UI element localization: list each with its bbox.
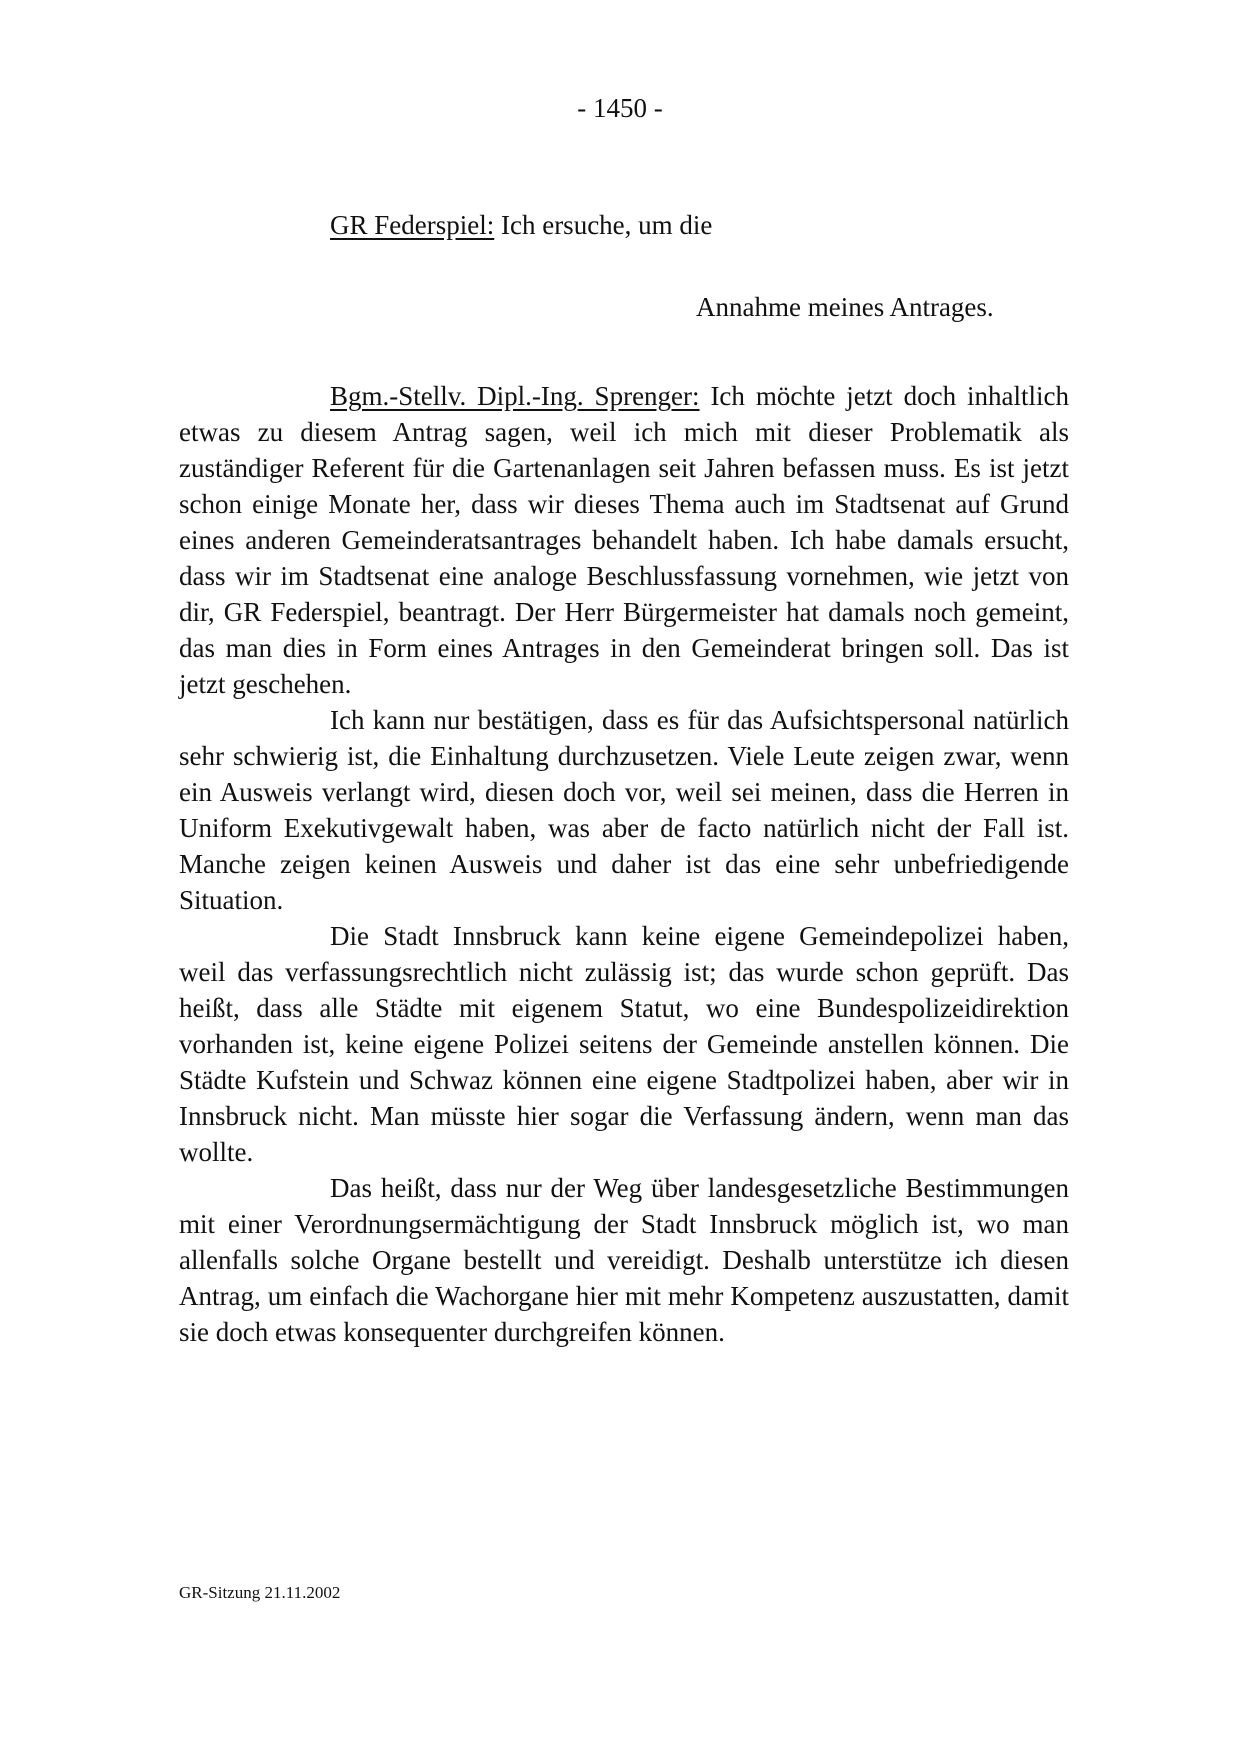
- statement-federspiel-continuation: Annahme meines Antrages.: [696, 292, 994, 322]
- speaker-sprenger: Bgm.-Stellv. Dipl.-Ing. Sprenger:: [330, 381, 700, 411]
- paragraph-text: Ich möchte jetzt doch inhaltlich etwas zu diesem Antrag sagen, weil ich mich mit dieser Problematik als zuständiger Referent für die Gartenanlagen seit Jahren befassen muss. Es ist jetzt schon einige Monate her, dass wir dieses Thema auch im Stadtsenat auf Grund eines anderen Gemeinderatsantrages behandelt haben. Ich habe damals ersucht, dass wir im Stadtsenat eine analoge Beschlussfassung vornehmen, wie jetzt von dir, GR Federspiel, beantragt. Der Herr Bürgermeister hat damals noch gemeint, das man dies in Form eines Antrages in den Gemeinderat bringen soll. Das ist jetzt geschehen.: [179, 381, 1069, 699]
- speaker-federspiel: GR Federspiel:: [330, 210, 495, 240]
- statement-sprenger: [179, 378, 1069, 1350]
- statement-federspiel-text: Ich ersuche, um die: [494, 210, 713, 240]
- page-number: - 1450 -: [577, 93, 663, 123]
- footer: GR-Sitzung 21.11.2002: [179, 1583, 341, 1602]
- paragraph: [179, 378, 1069, 702]
- paragraph: Das heißt, dass nur der Weg über landesgesetzliche Bestimmungen mit einer Verordnungsermächtigung der Stadt Innsbruck möglich ist, wo man allenfalls solche Organe bestellt und vereidigt. Deshalb unterstütze ich diesen Antrag, um einfach die Wachorgane hier mit mehr Kompetenz auszustatten, damit sie doch etwas konsequenter durchgreifen können.: [179, 1173, 1069, 1347]
- statement-federspiel: [330, 210, 712, 241]
- paragraph: Die Stadt Innsbruck kann keine eigene Gemeindepolizei haben, weil das verfassungsrechtlich nicht zulässig ist; das wurde schon geprüft. Das heißt, dass alle Städte mit eigenem Statut, wo eine Bundespolizeidirektion vorhanden ist, keine eigene Polizei seitens der Gemeinde anstellen können. Die Städte Kufstein und Schwaz können eine eigene Stadtpolizei haben, aber wir in Innsbruck nicht. Man müsste hier sogar die Verfassung ändern, wenn man das wollte.: [179, 921, 1069, 1167]
- paragraph: Ich kann nur bestätigen, dass es für das Aufsichtspersonal natürlich sehr schwierig ist, die Einhaltung durchzusetzen. Viele Leute zeigen zwar, wenn ein Ausweis verlangt wird, diesen doch vor, weil sei meinen, dass die Herren in Uniform Exekutivgewalt haben, was aber de facto natürlich nicht der Fall ist. Manche zeigen keinen Ausweis und daher ist das eine sehr unbefriedigende Situation.: [179, 705, 1069, 915]
